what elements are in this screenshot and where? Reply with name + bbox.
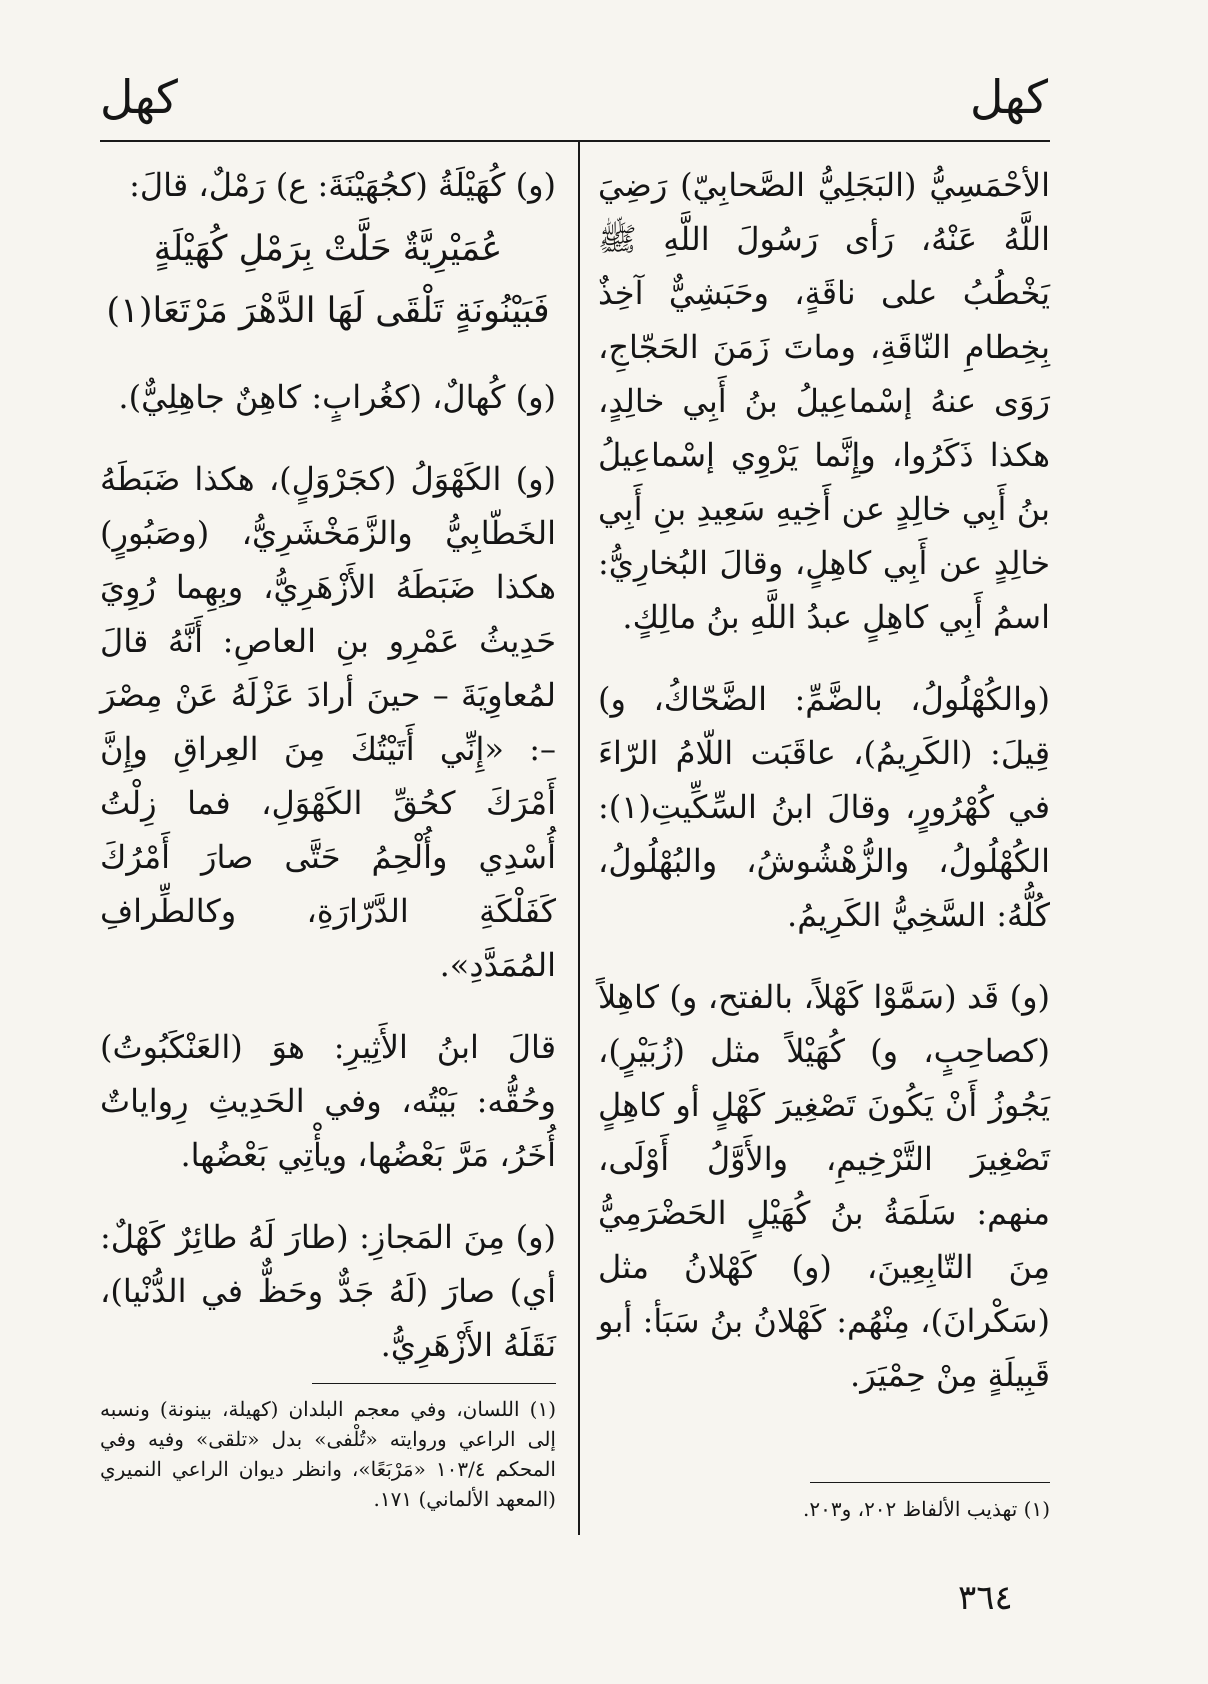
left-paragraph: (و) كُهالٌ، (كغُرابٍ: كاهِنٌ جاهِلِيٌّ). [118,378,556,416]
poem-verse-first-hemistich: عُمَيْرِيَّةٌ حَلَّتْ بِرَمْلِ كُهَيْلَةٍ [153,229,503,269]
left-paragraph: (و) الكَهْوَلُ (كجَرْوَلٍ)، هكذا ضَبَطَهُ الخَطّابِيُّ والزَّمَخْشَرِيُّ، (وصَبُورٍ) هكذا ضَبَطَهُ الأَزْهَرِيُّ، وبِهِما رُوِيَ حَدِيثُ عَمْرِو بنِ العاصِ: أَنَّهُ قالَ لمُعاوِيَةَ – حينَ أرادَ عَزْلَهُ عَنْ مِصْرَ –: «إِنِّي أَتَيْتُكَ مِنَ العِراقِ وإِنَّ أَمْرَكَ كحُقِّ الكَهْوَلِ، فما زِلْتُ أُسْدِي وأُلْحِمُ حَتَّى صارَ أَمْرُكَ كَفَلْكَةِ الدَّرّارَةِ، وكالطِّرافِ المُمَدَّدِ». [100,460,556,984]
page-number: ٣٦٤ [958,1578,1013,1618]
left-paragraph: (و) كُهَيْلَةُ (كجُهَيْنَةَ: ع) رَمْلٌ، قالَ: [129,166,556,204]
header-rule [100,140,1050,142]
footnote-rule-left [312,1383,556,1384]
right-paragraph: الأحْمَسِيُّ (البَجَلِيُّ الصَّحابِيّ) رَضِيَ اللَّهُ عَنْهُ، رَأى رَسُولَ اللَّهِ ﷺ يَخْطُبُ على ناقَةٍ، وحَبَشِيٌّ آخِذٌ بِخِطامِ النّاقَةِ، وماتَ زَمَنَ الحَجّاجِ، رَوَى عنهُ إسْماعِيلُ بنُ أَبِي خالِدٍ، هكذا ذَكَرُوا، وإِنَّما يَرْوِي إسْماعِيلُ بنُ أَبِي خالِدٍ عن أَخِيهِ سَعِيدِ بنِ أَبِي خالِدٍ عن أَبِي كاهِلٍ، وقالَ البُخارِيُّ: اسمُ أَبِي كاهِلٍ عبدُ اللَّهِ بنُ مالِكٍ. [598,166,1051,636]
footnote-rule-right [810,1482,1050,1483]
left-paragraph: (و) مِنَ المَجازِ: (طارَ لَهُ طائِرٌ كَهْلٌ: أي) صارَ (لَهُ جَدٌّ وحَظٌّ في الدُّنْيا)، نَقَلَهُ الأَزْهَرِيُّ. [100,1218,556,1364]
right-paragraph: (والكُهْلُولُ، بالضَّمِّ: الضَّحّاكُ، و) قِيلَ: (الكَرِيمُ)، عاقَبَت اللّامُ الرّاءَ في كُهْرُورٍ، وقالَ ابنُ السِّكِّيتِ(١): الكُهْلُولُ، والزُّهْشُوشُ، والبُهْلُولُ، كُلُّهُ: السَّخِيُّ الكَرِيمُ. [598,680,1050,934]
left-paragraph: قالَ ابنُ الأَثِيرِ: هوَ (العَنْكَبُوتُ) وحُقُّه: بَيْتُه، وفي الحَدِيثِ رِواياتٌ أُخَرُ، مَرَّ بَعْضُها، ويأْتِي بَعْضُها. [100,1028,556,1174]
header-word-right: كهل [970,70,1048,124]
left-column [100,158,556,1400]
footnote-left: (١) اللسان، وفي معجم البلدان (كهيلة، بينونة) ونسبه إلى الراعي وروايته «تُلْفى» بدل «تلقى» وفيه وفي المحكم ١٠٣/٤ «مَرْبَعًا»، وانظر ديوان الراعي النميري (المعهد الألماني) ١٧١. [100,1397,556,1511]
column-divider [578,140,580,1535]
poem-verse-second-hemistich: فَبَيْنُونَةٍ تَلْقَى لَهَا الدَّهْرَ مَرْتَعَا(١) [106,291,550,331]
right-paragraph: (و) قَد (سَمَّوْا كَهْلاً، بالفتح، و) كاهِلاً (كصاحِبٍ، و) كُهَيْلاً مثل (زُبَيْرٍ)، يَجُوزُ أَنْ يَكُونَ تَصْغِيرَ كَهْلٍ أو كاهِلٍ تَصْغِيرَ التَّرْخِيمِ، والأَوَّلُ أَوْلَى، منهم: سَلَمَةُ بنُ كُهَيْلٍ الحَضْرَمِيُّ مِنَ التّابِعِينَ، (و) كَهْلانُ مثل (سَكْرانَ)، مِنْهُم: كَهْلانُ بنُ سَبَأ: أبو قَبِيلَةٍ مِنْ حِمْيَرَ. [598,978,1050,1394]
footnote-right: (١) تهذيب الألفاظ ٢٠٢، و٢٠٣. [802,1497,1050,1521]
right-column [598,158,1050,1430]
header-word-left: كهل [100,70,178,124]
